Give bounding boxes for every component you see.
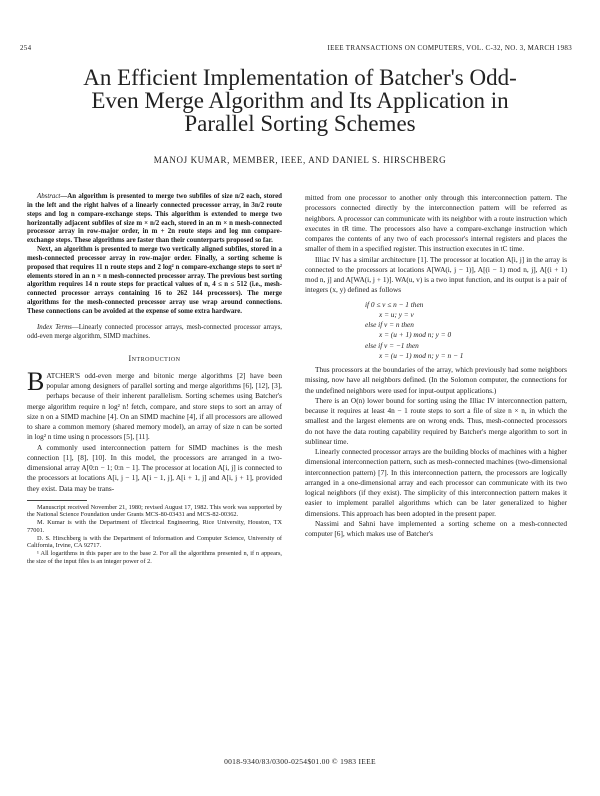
paper-title xyxy=(40,66,560,135)
body-text: ATCHER'S odd-even merge and bitonic merge algorithms [2] have been popular among designers of parallel sorting and merge algorithms [6], [12], [3], perhaps because of their inherent parallelism. Sorting schemes using Batcher's merge algorithm require n log² n! fetch, compare, and store steps to sort an array of size n on a SIMD machine [4]. On an SIMD machine [4], if all processors are allowed to share a common memory (shared memory model), an array of size n can be sorted in log² n time using n processors [5], [11]. xyxy=(27,370,282,442)
definition-line: else if v = n then xyxy=(365,320,414,329)
footnote: Manuscript received November 21, 1980; revised August 17, 1982. This work was supported by the National Science Foundation under Grants MCS-80-03431 and MCS-82-00362. xyxy=(27,503,282,519)
body-paragraph xyxy=(27,366,282,443)
abstract xyxy=(27,193,282,317)
index-terms-text: —Linearly connected processor arrays, mesh-connected processor arrays, odd-even merge algorithm, SIMD machines. xyxy=(27,323,283,340)
abstract-lead: Abstract xyxy=(37,193,61,200)
definition-line: else if v = −1 then xyxy=(365,340,419,350)
right-column xyxy=(305,193,567,539)
copyright-line: 0018-9340/83/0300-0254$01.00 © 1983 IEEE xyxy=(224,757,376,766)
body-paragraph: A commonly used interconnection pattern for SIMD machines is the mesh connection [1], [8], [10]. In this model, the processors are arranged in a two-dimensional array A[0:n − 1; 0:n − 1]. The processor at location A[i, j] is connected to the processors at locations A[i, j − 1], A[i − 1, j], A[i + 1, j] and A[i, j + 1], provided they exist. Data may be trans- xyxy=(27,442,282,493)
footnote: D. S. Hirschberg is with the Department of Information and Computer Science, University of California, Irvine, CA 92717. xyxy=(27,534,282,550)
running-header xyxy=(20,44,572,56)
body-paragraph: There is an O(n) lower bound for sorting using the Illiac IV interconnection pattern, because it requires at least 4n − 1 route steps to sort a file of size n × n, in which the smallest and the largest elements are on wrong ends. Thus, mesh-connected processors do not have the data routing capability required by Batcher's merge algorithm to sort in sublinear time. xyxy=(305,395,567,446)
page-number: 254 xyxy=(20,44,32,52)
body-paragraph: Illiac IV has a similar architecture [1]. The processor at location A[i, j] in the array is connected to the processors at locations A[WA(i, j − 1)], A[(i − 1) mod n, j], A[(i + 1) mod n, j] and A[WA(i, j + 1)]. WA(u, v) is a two input function, and its output is a pair of integers (x, y) defined as follows xyxy=(305,254,567,295)
index-terms xyxy=(27,324,282,342)
footnotes xyxy=(27,504,282,566)
title-line: Parallel Sorting Schemes xyxy=(184,111,416,136)
footnote: ¹ All logarithms in this paper are to the base 2. For all the algorithms presented n, if n appears, the size of the input files is an integer power of 2. xyxy=(27,549,282,565)
left-column xyxy=(27,193,282,565)
journal-header: IEEE TRANSACTIONS ON COMPUTERS, VOL. C-32, NO. 3, MARCH 1983 xyxy=(327,44,572,52)
definition-line: if 0 ≤ v ≤ n − 1 then xyxy=(365,299,424,309)
body-paragraph: Nassimi and Sahni have implemented a sorting scheme on a mesh-connected computer [6], which makes use of Batcher's xyxy=(305,518,567,538)
footnote-rule xyxy=(27,500,87,501)
definition-line: x = u; y = v xyxy=(379,309,414,319)
title-line: An Efficient Implementation of Batcher's Odd- xyxy=(83,65,517,90)
abstract-text: —An algorithm is presented to merge two subfiles of size n/2 each, stored in the left and the right halves of a linearly connected processor array, in 3n/2 route steps and log n compare-exchange steps. This algorithm is extended to merge two horizontally adjacent subfiles of size m × n/2 each, stored in an m × n mesh-connected processor array in row-major order, in m + 2n route steps and log mn compare-exchange steps. These algorithms are faster than their counterparts proposed so far. xyxy=(27,193,282,245)
author-line: MANOJ KUMAR, MEMBER, IEEE, AND DANIEL S. HIRSCHBERG xyxy=(153,155,447,165)
footnote: M. Kumar is with the Department of Electrical Engineering, Rice University, Houston, TX 77001. xyxy=(27,519,282,534)
body-paragraph: Thus processors at the boundaries of the array, which previously had some neighbors missing, now have all neighbors defined. (In the Solomon computer, the connections for the undefined neighbors were used for input-output applications.) xyxy=(305,365,567,395)
drop-cap: B xyxy=(27,366,45,396)
body-paragraph: Linearly connected processor arrays are the building blocks of machines with a higher dimensional interconnection pattern, such as mesh-connected machines (two-dimensional interconnection pattern) [7]. In this interconnection pattern, the processors are logically arranged in a one-dimensional array and each processor can communicate with its two logical neighbors (if they exist). The simplicity of this interconnection pattern makes it easier to implement parallel algorithms which can be later generalized to higher dimensions. This approach has been adopted in the present paper. xyxy=(305,447,567,518)
index-terms-lead: Index Terms xyxy=(37,323,72,331)
abstract-paragraph: Next, an algorithm is presented to merge two vertically aligned subfiles, stored in a mesh-connected processor array in row-major order. Finally, a sorting scheme is proposed that requires 11 n route steps and 2 log² n compare-exchange steps to sort n² elements stored in an n × n mesh-connected processor array. The previous best sorting algorithm requires 14 n route steps for practical values of n, 4 ≤ n ≤ 512 (i.e., mesh-connected processor arrays containing 16 to 262 144 processors). The merge algorithms for the mesh-connected processor array use wrap around connections. These connections can be avoided at the expense of some extra hardware. xyxy=(27,246,282,315)
definition-line: x = (u − 1) mod n; y = n − 1 xyxy=(379,350,464,360)
section-heading: Introduction xyxy=(128,353,181,363)
title-line: Even Merge Algorithm and Its Application in xyxy=(91,88,509,113)
body-paragraph: mitted from one processor to another only through this interconnection pattern. The processors connected directly by the interconnection pattern will be referred as neighbors. A processor can communicate with its neighbor with a route instruction which executes in tR time. The processors also have a compare-exchange instruction which compares the contents of any two of each processor's internal registers and places the smaller of them in a specified register. This instruction executes in tC time. xyxy=(305,193,567,254)
abstract-paragraph xyxy=(27,193,282,246)
definition-block xyxy=(365,300,567,362)
definition-line: x = (u + 1) mod n; y = 0 xyxy=(379,330,452,340)
